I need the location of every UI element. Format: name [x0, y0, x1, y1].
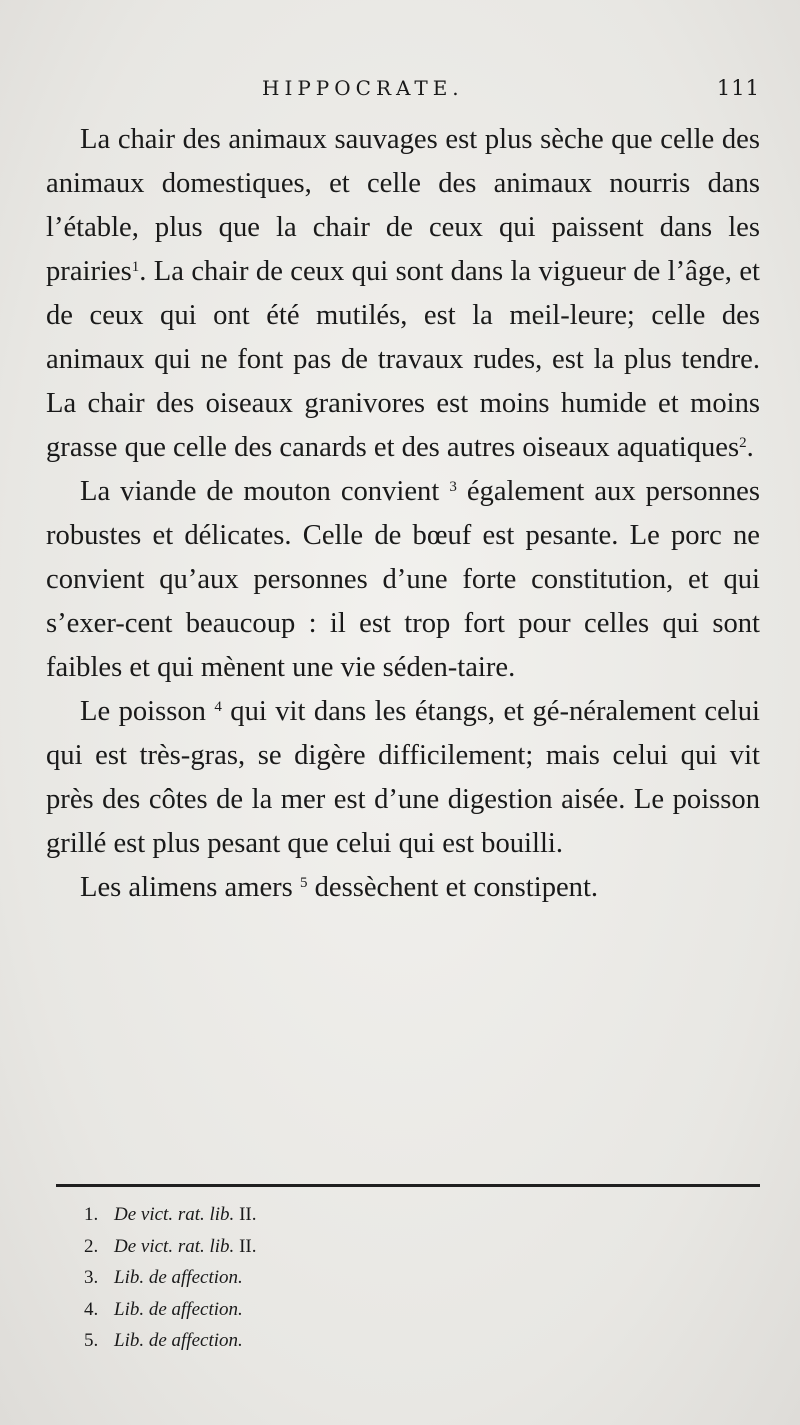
footnote-reference: 3 [449, 479, 457, 495]
paragraph-text: dessèchent et constipent. [307, 872, 599, 903]
footnote-citation: De vict. rat. lib. [114, 1204, 235, 1225]
footnote-reference: 4 [214, 699, 222, 715]
footnote [84, 1262, 760, 1294]
footnote-reference: 1 [131, 259, 140, 275]
footnote-number: 2. [84, 1235, 99, 1257]
paragraph-text: qui vit dans les étangs, et gé-néralement celui qui est très-gras, se digère difficilement; mais celui qui vit près des côtes de la mer est d’une digestion aisée. Le poisson grillé est plus pesant que celui qui est bouilli. [46, 696, 760, 859]
footnote-text [114, 1231, 256, 1263]
footnote-rule [56, 1184, 760, 1187]
footnote-citation: De vict. rat. lib. [114, 1235, 235, 1257]
footnote-text [114, 1199, 256, 1231]
paragraph-text: . La chair de ceux qui sont dans la vigueur de l’âge, et de ceux qui ont été mutilés, est la meil-leure; celle des animaux qui ne font pas de travaux rudes, est la plus tendre. La chair des oiseaux granivores est moins humide et moins grasse que celle des canards et des autres oiseaux aquatiques [46, 256, 760, 463]
footnotes [84, 1199, 760, 1357]
paragraph-text: Le poisson [80, 696, 215, 727]
paragraph [46, 118, 760, 470]
footnote-text [114, 1262, 243, 1294]
footnote-reference: 2 [739, 435, 747, 451]
footnote [84, 1294, 760, 1326]
page-number: 111 [716, 76, 760, 100]
footnote-text [114, 1294, 243, 1326]
paragraph [46, 690, 760, 866]
footnote-reference: 5 [299, 875, 308, 891]
paragraph-text: Les alimens amers [80, 872, 300, 903]
footnote-number: 4. [84, 1298, 99, 1320]
paragraph-text: La chair des animaux sauvages est plus sèche que celle des animaux domestiques, et celle des animaux nourris dans l’étable, plus que la chair de ceux qui paissent dans les prairies [46, 124, 760, 287]
footnote [84, 1231, 760, 1263]
paragraph-text: La viande de mouton convient [80, 476, 450, 507]
footnote-number: 1. [84, 1204, 99, 1225]
footnote-citation: Lib. de affection. [114, 1267, 243, 1288]
footnote-text [114, 1325, 243, 1357]
footnote-volume: II. [234, 1204, 257, 1225]
paragraph-text: également aux personnes robustes et délicates. Celle de bœuf est pesante. Le porc ne convient qu’aux personnes d’une forte constitution, et qui s’exer-cent beaucoup : il est trop fort pour celles qui sont faibles et qui mènent une vie séden-taire. [46, 476, 760, 683]
footnote [84, 1325, 760, 1357]
footnote-volume: II. [234, 1235, 257, 1257]
footnote-citation: Lib. de affection. [114, 1330, 243, 1351]
footnote-number: 3. [84, 1267, 99, 1288]
paragraph [46, 470, 760, 690]
footnote [84, 1199, 760, 1231]
footnote-number: 5. [84, 1330, 99, 1351]
footnote-citation: Lib. de affection. [114, 1298, 243, 1320]
body-text [46, 118, 760, 910]
page-header [48, 72, 760, 112]
paragraph [46, 866, 760, 910]
paragraph-text: . [746, 432, 754, 463]
running-title: HIPPOCRATE. [262, 76, 464, 100]
